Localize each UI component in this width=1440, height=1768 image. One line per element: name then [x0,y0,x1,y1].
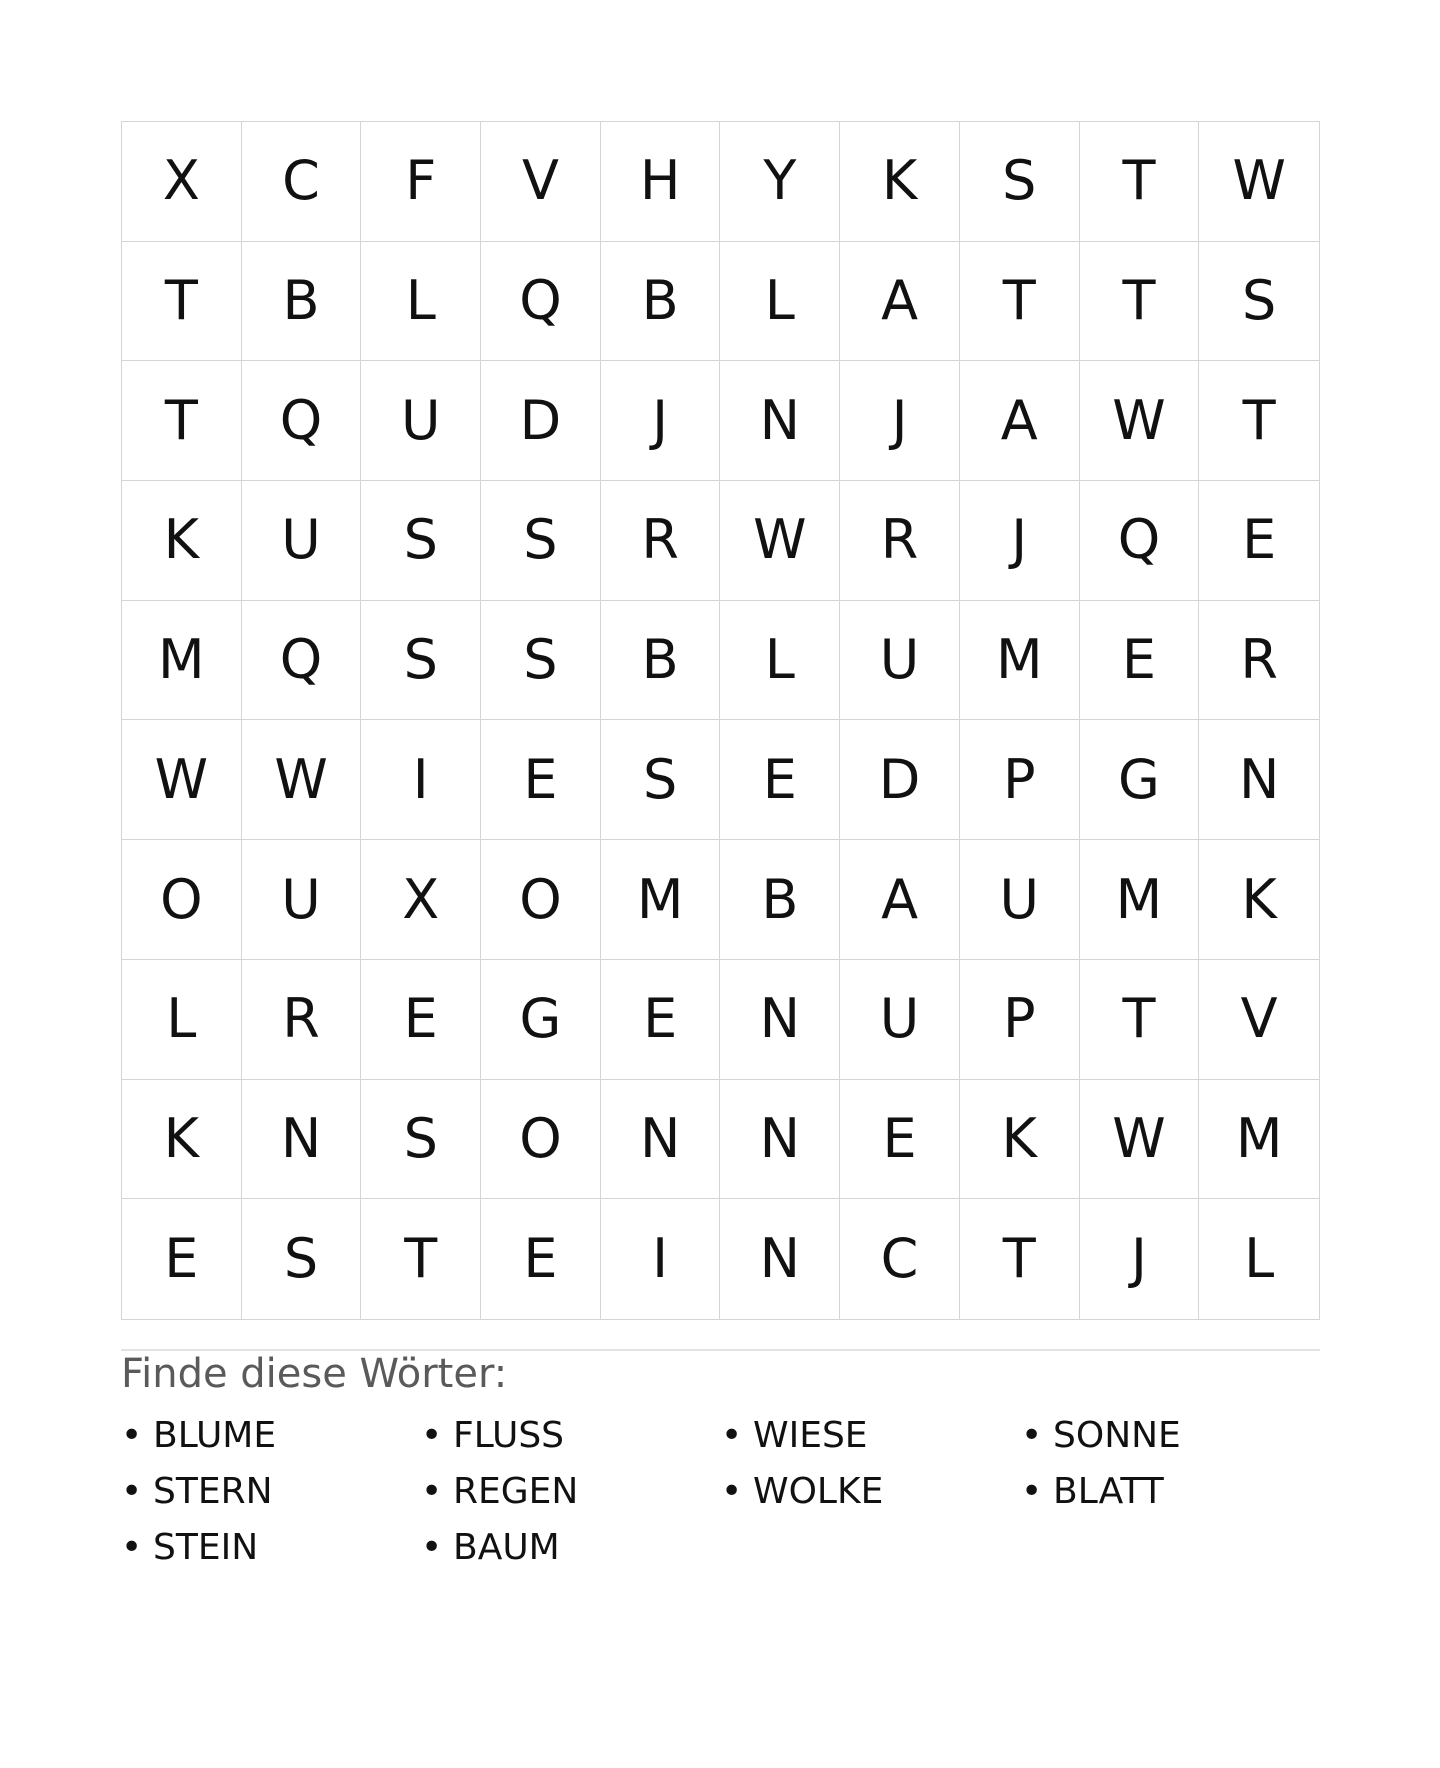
word-item [1021,1468,1321,1524]
grid-cell[interactable]: L [720,601,840,721]
grid-cell[interactable]: G [1080,720,1200,840]
grid-cell[interactable]: E [601,960,721,1080]
grid-cell[interactable]: U [840,601,960,721]
grid-cell[interactable]: S [601,720,721,840]
grid-cell[interactable]: U [840,960,960,1080]
grid-cell[interactable]: N [1199,720,1319,840]
grid-cell[interactable]: Q [481,242,601,362]
word-item [1021,1412,1321,1468]
grid-cell[interactable]: T [122,242,242,362]
word-label: FLUSS [453,1415,565,1456]
bullet-icon: • [421,1471,443,1512]
grid-cell[interactable]: M [960,601,1080,721]
grid-cell[interactable]: A [840,242,960,362]
grid-cell[interactable]: U [960,840,1080,960]
grid-cell[interactable]: W [720,481,840,601]
grid-cell[interactable]: L [361,242,481,362]
bullet-icon: • [121,1527,143,1568]
grid-cell[interactable]: N [720,960,840,1080]
grid-cell[interactable]: T [960,242,1080,362]
word-item [421,1468,721,1524]
grid-cell[interactable]: Q [242,601,362,721]
word-item [121,1468,421,1524]
grid-cell[interactable]: R [242,960,362,1080]
grid-cell[interactable]: T [1080,960,1200,1080]
bullet-icon: • [721,1471,743,1512]
grid-cell[interactable]: R [601,481,721,601]
grid-cell[interactable]: L [122,960,242,1080]
grid-cell[interactable]: U [242,840,362,960]
word-label: STEIN [153,1527,259,1568]
grid-cell[interactable]: S [361,1080,481,1200]
grid-cell[interactable]: M [1199,1080,1319,1200]
grid-cell[interactable]: S [361,481,481,601]
grid-cell[interactable]: X [122,122,242,242]
grid-cell[interactable]: B [242,242,362,362]
bullet-icon: • [721,1415,743,1456]
grid-cell[interactable]: J [960,481,1080,601]
grid-cell[interactable]: T [122,361,242,481]
grid-cell[interactable]: D [481,361,601,481]
grid-cell[interactable]: K [960,1080,1080,1200]
grid-cell[interactable]: F [361,122,481,242]
grid-cell[interactable]: L [1244,1227,1275,1291]
grid-cell[interactable]: W [1199,122,1319,242]
grid-cell[interactable]: L [720,242,840,362]
grid-cell[interactable]: S [242,1199,362,1319]
grid-cell[interactable]: W [1080,361,1200,481]
grid-cell[interactable]: P [960,720,1080,840]
grid-cell[interactable]: J [1080,1199,1200,1319]
grid-cell[interactable]: R [1199,601,1319,721]
grid-cell[interactable]: X [361,840,481,960]
grid-cell[interactable]: R [840,481,960,601]
grid-cell[interactable]: S [481,481,601,601]
grid-cell[interactable]: J [601,361,721,481]
word-item [121,1412,421,1468]
grid-cell[interactable]: A [840,840,960,960]
grid-cell[interactable]: N [720,361,840,481]
word-label: SONNE [1053,1415,1181,1456]
grid-cell[interactable]: U [242,481,362,601]
word-item [721,1412,1021,1468]
grid-cell[interactable]: E [1199,481,1319,601]
grid-cell[interactable]: N [601,1080,721,1200]
grid-cell[interactable]: I [601,1199,721,1319]
grid-cell[interactable]: G [481,960,601,1080]
grid-cell[interactable]: M [601,840,721,960]
grid-cell[interactable]: I [361,720,481,840]
grid-cell[interactable]: T [361,1199,481,1319]
word-label: BLUME [153,1415,277,1456]
grid-cell[interactable]: T [1080,122,1200,242]
grid-cell[interactable]: H [601,122,721,242]
bullet-icon: • [1021,1415,1043,1456]
grid-cell[interactable]: S [1199,242,1319,362]
grid-cell[interactable]: N [720,1080,840,1200]
word-item [421,1412,721,1468]
grid-cell[interactable]: Q [1080,481,1200,601]
grid-cell[interactable]: N [720,1199,840,1319]
bullet-icon: • [121,1471,143,1512]
grid-cell[interactable]: E [720,720,840,840]
grid-cell[interactable]: O [481,1080,601,1200]
grid-cell[interactable]: V [481,122,601,242]
grid-cell[interactable]: E [481,1199,601,1319]
grid-cell[interactable]: S [960,122,1080,242]
word-item [721,1468,1021,1524]
grid-cell[interactable]: W [122,720,242,840]
word-label: WIESE [753,1415,868,1456]
grid-cell[interactable]: J [840,361,960,481]
word-label: STERN [153,1471,273,1512]
grid-cell[interactable]: E [840,1080,960,1200]
grid-cell[interactable]: O [122,840,242,960]
grid-cell[interactable]: B [601,601,721,721]
word-list [121,1412,1320,1580]
grid-cell[interactable]: B [720,840,840,960]
grid-cell[interactable]: M [122,601,242,721]
word-label: REGEN [453,1471,579,1512]
bullet-icon: • [121,1415,143,1456]
word-label: WOLKE [753,1471,884,1512]
grid-cell[interactable]: B [601,242,721,362]
grid-cell[interactable]: O [481,840,601,960]
grid-cell[interactable]: K [122,1080,242,1200]
grid-cell[interactable]: P [960,960,1080,1080]
grid-cell[interactable]: K [122,481,242,601]
bullet-icon: • [1021,1471,1043,1512]
grid-cell[interactable]: T [1080,242,1200,362]
grid-cell[interactable]: U [361,361,481,481]
grid-cell[interactable]: C [242,122,362,242]
grid-cell[interactable]: S [361,601,481,721]
grid-cell[interactable]: E [361,960,481,1080]
grid-cell[interactable]: M [1080,840,1200,960]
grid-cell[interactable]: W [242,720,362,840]
grid-cell[interactable]: T [960,1199,1080,1319]
grid-cell[interactable]: S [481,601,601,721]
word-item [121,1524,421,1580]
grid-cell[interactable]: E [481,720,601,840]
grid-cell[interactable]: D [840,720,960,840]
word-list-heading: Finde diese Wörter: [121,1351,508,1397]
word-item [421,1524,721,1580]
word-label: BLATT [1053,1471,1164,1512]
grid-cell[interactable]: T [1199,361,1319,481]
word-label: BAUM [453,1527,560,1568]
grid-cell[interactable]: Y [720,122,840,242]
bullet-icon: • [421,1527,443,1568]
grid-cell[interactable]: C [840,1199,960,1319]
grid-cell[interactable]: E [122,1199,242,1319]
bullet-icon: • [421,1415,443,1456]
grid-cell[interactable]: W [1080,1080,1200,1200]
grid-cell[interactable]: E [1080,601,1200,721]
grid-cell[interactable]: N [242,1080,362,1200]
grid-cell[interactable]: A [960,361,1080,481]
letter-grid [121,121,1320,1320]
grid-cell[interactable]: K [1199,840,1319,960]
grid-cell[interactable]: Q [242,361,362,481]
grid-cell[interactable]: K [840,122,960,242]
grid-cell[interactable]: V [1199,960,1319,1080]
